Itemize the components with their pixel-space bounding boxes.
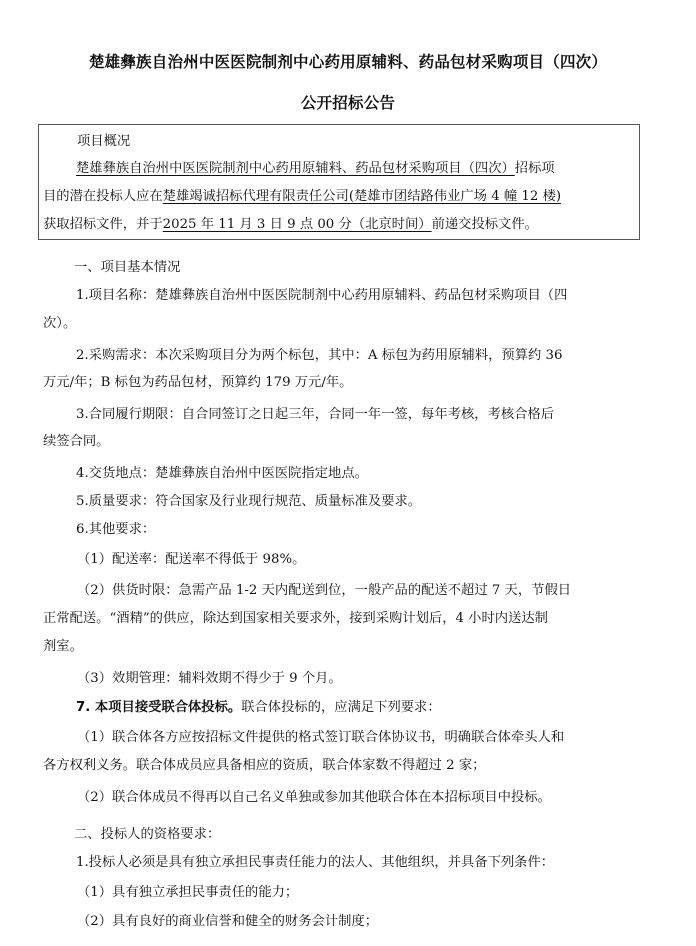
s1-item3-line1: 3.合同履行期限：自合同签订之日起三年，合同一年一签，每年考核，考核合格后 [76, 407, 555, 422]
section2-heading: 二、投标人的资格要求： [74, 827, 221, 842]
overview-line1-suffix: 招标项 [514, 161, 555, 176]
s1-item6-2-line1: （2）供货时限：急需产品 1-2 天内配送到位，一般产品的配送不超过 7 天，节假日 [77, 583, 572, 598]
s1-item6-2-line3: 剂室。 [43, 639, 83, 654]
s1-item4: 4.交货地点：楚雄彝族自治州中医医院指定地点。 [76, 466, 368, 481]
s1-item1-line2: 次）。 [43, 316, 77, 331]
overview-line3-suffix: 前递交投标文件。 [431, 217, 538, 232]
s1-item7-rest: 联合体投标的，应满足下列要求： [241, 700, 441, 715]
s1-item6-3: （3）效期管理：辅料效期不得少于 9 个月。 [77, 671, 342, 686]
document-title-line2: 公开招标公告 [300, 94, 396, 112]
s1-item1-line1: 1.项目名称：楚雄彝族自治州中医医院制剂中心药用原辅料、药品包材采购项目（四 [76, 288, 568, 303]
agency-underlined: 楚雄竭诚招标代理有限责任公司(楚雄市团结路伟业广场 4 幢 12 楼) [162, 189, 562, 204]
overview-line1 [76, 160, 555, 178]
s1-item7 [76, 699, 441, 717]
document-title-line1: 楚雄彝族自治州中医医院制剂中心药用原辅料、药品包材采购项目（四次） [88, 53, 608, 71]
overview-line3-prefix: 获取招标文件，并于 [43, 217, 163, 232]
s2-item1-2: （2）具有良好的商业信誉和健全的财务会计制度； [77, 914, 378, 929]
s1-item7-1-line2: 各方权利义务。联合体成员应具备相应的资质，联合体家数不得超过 2 家； [43, 758, 486, 773]
deadline-underlined: 2025 年 11 月 3 日 9 点 00 分（北京时间） [162, 217, 432, 232]
section1-heading: 一、项目基本情况 [74, 260, 181, 275]
overview-line3 [43, 216, 538, 234]
overview-line2 [43, 188, 561, 206]
s1-item3-line2: 续签合同。 [43, 434, 110, 449]
s1-item2-line1: 2.采购需求：本次采购项目分为两个标包，其中：A 标包为药用原辅料，预算约 36 [76, 348, 563, 363]
project-name-underlined: 楚雄彝族自治州中医医院制剂中心药用原辅料、药品包材采购项目（四次） [76, 161, 515, 176]
s1-item7-bold: 7. 本项目接受联合体投标。 [76, 700, 242, 715]
overview-heading: 项目概况 [77, 134, 131, 149]
s2-item1-1: （1）具有独立承担民事责任的能力； [77, 885, 299, 900]
s1-item5: 5.质量要求：符合国家及行业现行规范、质量标准及要求。 [76, 494, 422, 509]
s2-item1: 1.投标人必须是具有独立承担民事责任能力的法人、其他组织，并具备下列条件： [76, 855, 555, 870]
s1-item2-line2: 万元/年；B 标包为药品包材，预算约 179 万元/年。 [43, 375, 353, 390]
s1-item6: 6.其他要求： [76, 522, 156, 537]
s1-item7-2: （2）联合体成员不得再以自己名义单独或参加其他联合体在本招标项目中投标。 [77, 790, 551, 805]
s1-item6-1: （1）配送率：配送率不得低于 98%。 [77, 552, 306, 567]
s1-item6-2-line2: 正常配送。“酒精”的供应，除达到国家相关要求外，接到采购计划后，4 小时内送达制 [43, 611, 548, 626]
s1-item7-1-line1: （1）联合体各方应按招标文件提供的格式签订联合体协议书，明确联合体牵头人和 [77, 730, 565, 745]
overview-line2-prefix: 目的潜在投标人应在 [43, 189, 163, 204]
